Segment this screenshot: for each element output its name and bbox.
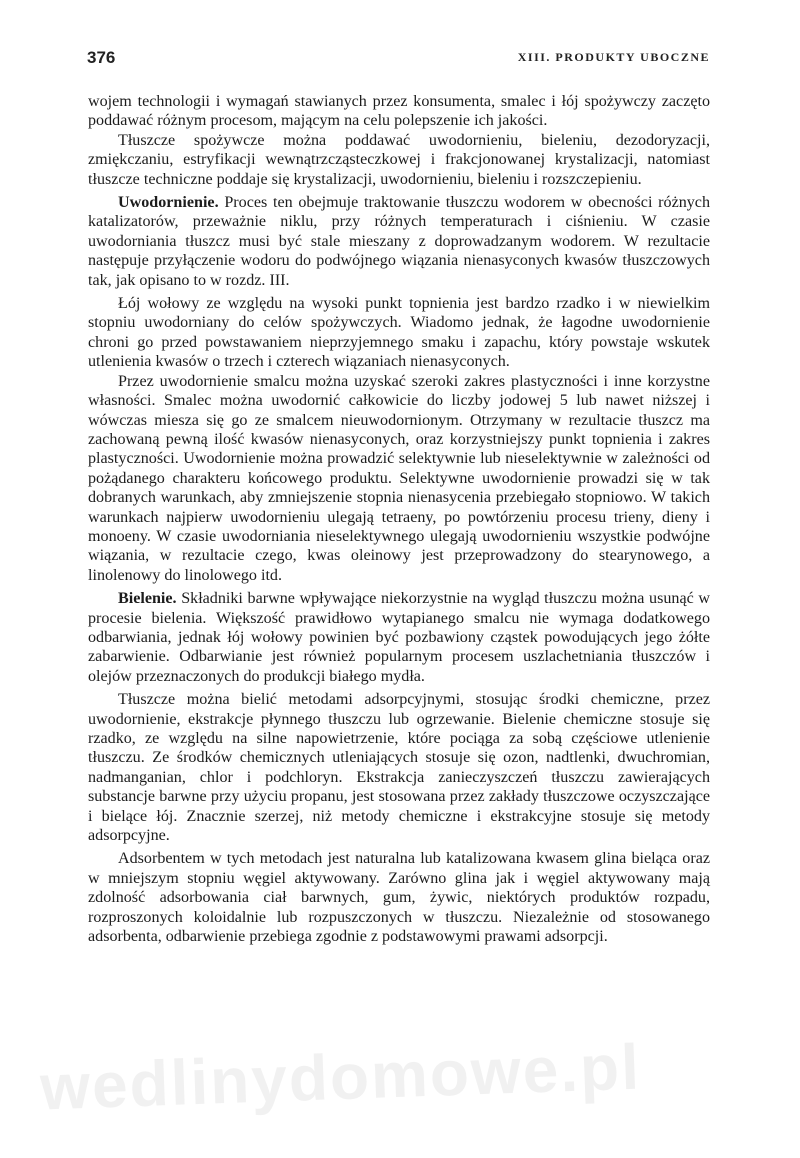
paragraph: Tłuszcze spożywcze można poddawać uwodornieniu, bieleniu, dezodoryzacji, zmiękczaniu, estryfikacji wewnątrzcząsteczkowej i frakcjonowanej krystalizacji, natomiast tłuszcze techniczne poddaje się krystalizacji, uwodornieniu, bieleniu i rozszczepieniu. — [88, 131, 710, 188]
watermark: wedlinydomowe.pl — [38, 1030, 643, 1124]
paragraph-bleaching: Bielenie. Składniki barwne wpływające niekorzystnie na wygląd tłuszczu można usunąć w procesie bielenia. Większość prawidłowo wytapianego smalcu nie wymaga dodatkowego odbarwiania, jednak łój wołowy powinien być pozbawiony cząstek powodujących jego żółte zabarwienie. Odbarwianie jest również popularnym procesem uszlachetniania tłuszczów i olejów przeznaczonych do produkcji białego mydła. — [88, 590, 710, 685]
paragraph: Przez uwodornienie smalcu można uzyskać szeroki zakres plastyczności i inne korzystne własności. Smalec można uwodornić całkowicie do liczby jodowej 5 lub nawet niższej i wówczas miesza się go ze smalcem nieuwodornionym. Otrzymany w rezultacie tłuszcz ma zachowaną pewną ilość kwasów nienasyconych, oraz korzystniejszy punkt topnienia i zakres plastyczności. Uwodornienie można prowadzić selektywnie lub nieselektywnie w zależności od pożądanego charakteru końcowego produktu. Selektywne uwodornienie prowadzi się w tak dobranych warunkach, aby zmniejszenie stopnia nienasycenia przebiegało stopniowo. W takich warunkach najpierw uwodornieniu ulegają tetraeny, po powtórzeniu procesu trieny, dieny i monoeny. W czasie uwodorniania nieselektywnego ulegają uwodornieniu wszystkie podwójne wiązania, w rezultacie czego, kwas oleinowy jest przeprowadzony do stearynowego, a linolenowy do linolowego itd. — [88, 372, 710, 584]
body-text — [88, 92, 710, 946]
paragraph: Tłuszcze można bielić metodami adsorpcyjnymi, stosując środki chemiczne, przez uwodornienie, ekstrakcje płynnego tłuszczu lub ogrzewanie. Bielenie chemiczne stosuje się rzadko, ze względu na silne napowietrzenie, które pociąga za sobą częściowe utlenienie tłuszczu. Ze środków chemicznych utleniających stosuje się ozon, nadtlenki, dwuchromian, nadmanganian, chlor i podchloryn. Ekstrakcja zanieczyszczeń tłuszczu zawierających substancje barwne przy użyciu propanu, jest stosowana przez zakłady tłuszczowe oczyszczające i bielące łój. Znacznie szerzej, niż metody chemiczne i ekstrakcyjne stosuje się metody adsorpcyjne. — [88, 691, 710, 845]
paragraph: Adsorbentem w tych metodach jest naturalna lub katalizowana kwasem glina bieląca oraz w mniejszym stopniu węgiel aktywowany. Zarówno glina jak i węgiel aktywowany mają zdolność adsorbowania ciał barwnych, gum, żywic, niektórych produktów rozpadu, rozproszonych koloidalnie lub rozpuszczonych w tłuszczu. Niezależnie od stosowanego adsorbenta, odbarwienie przebiega zgodnie z podstawowymi prawami adsorpcji. — [88, 850, 710, 946]
paragraph-hydrogenation: Uwodornienie. Proces ten obejmuje traktowanie tłuszczu wodorem w obecności różnych katalizatorów, przeważnie niklu, przy różnych temperaturach i ciśnieniu. W czasie uwodorniania tłuszcz musi być stale mieszany z doprowadzanym wodorem. W rezultacie następuje przyłączenie wodoru do podwójnego wiązania nienasyconych kwasów tłuszczowych tak, jak opisano to w rozdz. III. — [88, 194, 710, 289]
running-head: XIII. PRODUKTY UBOCZNE — [517, 50, 710, 64]
section-run-in-heading: Uwodornienie. — [118, 194, 219, 212]
section-run-in-heading: Bielenie. — [118, 590, 177, 608]
page-number: 376 — [87, 48, 116, 67]
paragraph: wojem technologii i wymagań stawianych przez konsumenta, smalec i łój spożywczy zaczęto poddawać różnym procesom, mającym na celu polepszenie ich jakości. — [88, 93, 710, 130]
paragraph: Łój wołowy ze względu na wysoki punkt topnienia jest bardzo rzadko i w niewielkim stopniu uwodorniany do celów spożywczych. Wiadomo jednak, że łagodne uwodornienie chroni go przed powstawaniem nieprzyjemnego smaku i zapachu, który powstaje wskutek utlenienia kwasów o trzech i czterech wiązaniach nienasyconych. — [88, 295, 710, 371]
